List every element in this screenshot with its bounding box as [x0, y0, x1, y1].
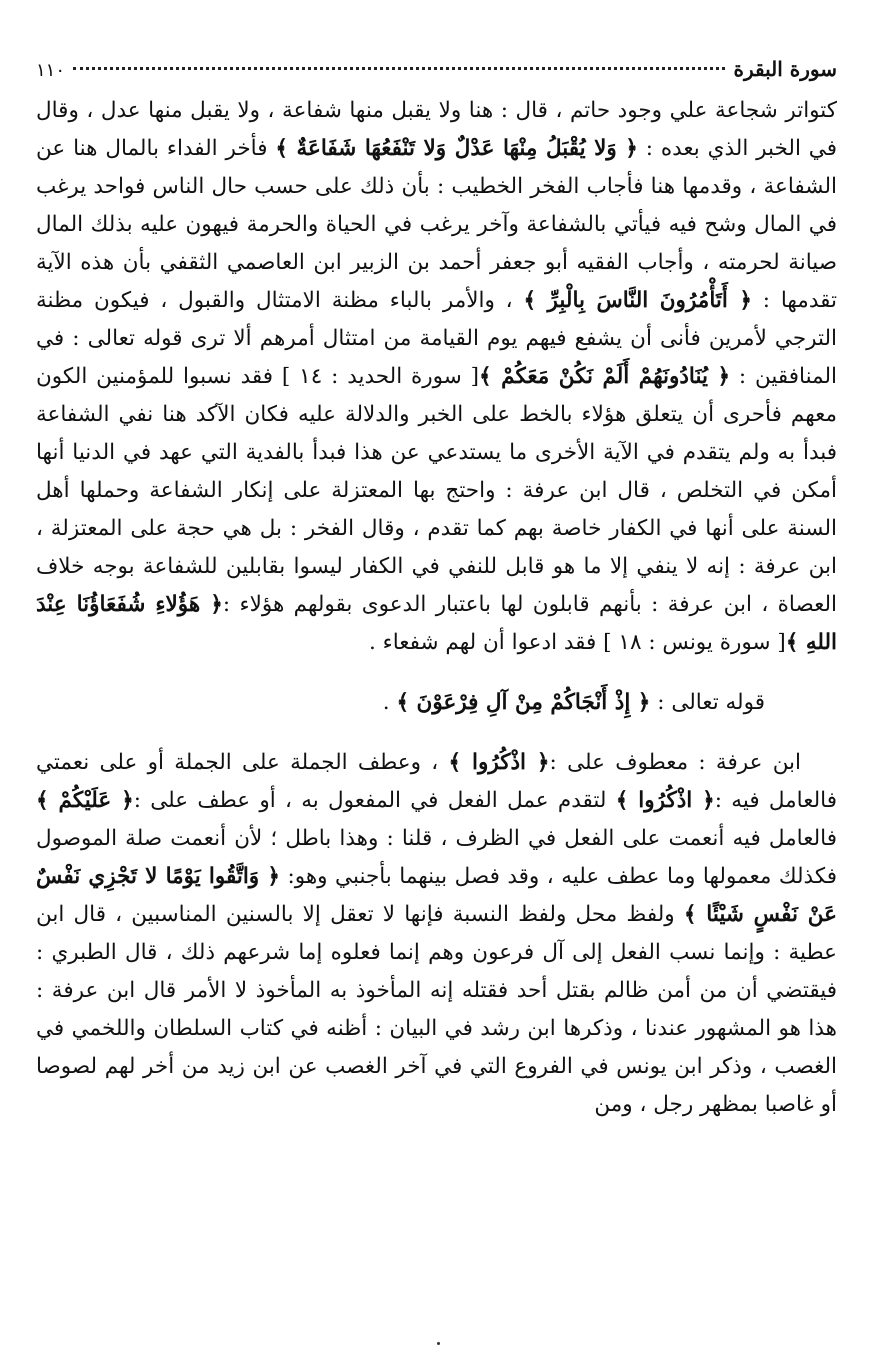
text-run: لتقدم عمل الفعل في المفعول به ، أو عطف على : — [133, 788, 616, 813]
running-header — [36, 52, 837, 86]
quran-verse: ﴿ وَلا يُقْبَلُ مِنْهَا عَدْلٌ وَلا تَنْفَعُهَا شَفَاعَةٌ ﴾ — [275, 136, 638, 161]
verse-heading — [36, 684, 837, 722]
text-run: . — [382, 690, 397, 715]
text-run: [ سورة يونس : ١٨ ] فقد ادعوا أن لهم شفعاء . — [368, 630, 786, 655]
quran-verse: ﴿ إِذْ أَنْجَاكُمْ مِنْ آلِ فِرْعَوْنَ ﴾ — [396, 690, 651, 715]
page-number: ١١٠ — [36, 60, 66, 81]
text-run: ، وعطف الجملة على الجملة أو على نعمتي فالعامل فيه : — [36, 750, 837, 813]
body-text — [36, 92, 837, 1124]
book-page — [36, 52, 837, 1351]
quran-verse: ﴿ هَؤُلاءِ شُفَعَاؤُنَا عِنْدَ اللهِ ﴾ — [36, 592, 837, 655]
quran-verse: ﴿ اذْكُرُوا ﴾ — [448, 750, 550, 775]
quran-verse: ﴿ اذْكُرُوا ﴾ — [615, 788, 715, 813]
quran-verse: ﴿ أَتَأْمُرُونَ النَّاسَ بِالْبِرِّ ﴾ — [523, 288, 752, 313]
quran-verse: ﴿ عَلَيْكُمْ ﴾ — [36, 788, 134, 813]
text-run: كتواتر شجاعة علي وجود حاتم ، قال : هنا ولا يقبل منها شفاعة ، ولا يقبل منها عدل ، وقال في الخبر الذي بعده : — [36, 98, 837, 161]
page-dot-mark — [437, 1342, 440, 1345]
header-dotted-leader — [73, 67, 725, 70]
quran-verse: ﴿ يُنَادُونَهُمْ أَلَمْ نَكُنْ مَعَكُمْ ﴾ — [479, 364, 731, 389]
text-run: فأخر الفداء بالمال هنا عن الشفاعة ، وقدمها هنا فأجاب الفخر الخطيب : بأن ذلك على حسب حال الناس فواحد يرغب في المال وشح فيه فيأتي بالشفاعة وآخر يرغب في الحياة والحرمة فيهون عليه بذلك المال صيانة لحرمته ، وأجاب الفقيه أبو جعفر أحمد بن الزبير ابن العاصمي الثقفي بأن هذه الآية تقدمها : — [36, 136, 837, 313]
quran-verse: ﴿ وَاتَّقُوا يَوْمًا لا تَجْزِي نَفْسٌ عَنْ نَفْسٍ شَيْئًا ﴾ — [36, 864, 837, 927]
text-run: فالعامل فيه أنعمت على الفعل في الظرف ، قلنا : وهذا باطل ؛ لأن أنعمت صلة الموصول فكذلك معمولها وما عطف عليه ، وقد فصل بينهما بأجنبي وهو: — [36, 826, 837, 889]
paragraph-2 — [36, 744, 837, 1124]
text-run: [ سورة الحديد : ١٤ ] فقد نسبوا للمؤمنين الكون معهم فأحرى أن يتعلق هؤلاء بالخط على الخبر والدلالة عليه فكان الآكد هنا نفي الشفاعة فبدأ به ولم يتقدم في الآية الأخرى ما يستدعي عن هذا فبدأ بالفدية التي عهد في الدنيا أنها أمكن في التخلص ، قال ابن عرفة : واحتج بها المعتزلة على إنكار الشفاعة وحملها أهل السنة على أنها في الكفار خاصة بهم كما تقدم ، وقال الفخر : بل هي حجة على المعتزلة ، ابن عرفة : إنه لا ينفي إلا ما هو قابل للنفي في الكفار ليسوا بقابلين للشفاعة بوجه خلاف العصاة ، ابن عرفة : بأنهم قابلون لها باعتبار الدعوى بقولهم هؤلاء : — [36, 364, 837, 617]
paragraph-1 — [36, 92, 837, 662]
heading-label: قوله تعالى : — [650, 690, 765, 715]
text-run: ولفظ محل ولفظ النسبة فإنها لا تعقل إلا بالسنين المناسبين ، قال ابن عطية : وإنما نسب الفعل إلى آل فرعون وهم إنما فعلوه إما شرعهم ذلك ، قال الطبري : فيقتضي أن من أمن ظالم بقتل أحد فقتله إنه المأخوذ به المأخوذ لا الأمر قال ابن عرفة : هذا هو المشهور عندنا ، وذكرها ابن رشد في البيان : أظنه في كتاب السلطان واللخمي في الغصب ، وذكر ابن يونس في الفروع التي في آخر الغصب عن ابن زيد من أخر لهم لصوصا أو غاصبا بمظهر رجل ، ومن — [36, 902, 837, 1117]
surah-title: سورة البقرة — [733, 57, 837, 81]
text-run: ابن عرفة : معطوف على : — [549, 750, 802, 775]
text-run: ، والأمر بالباء مظنة الامتثال والقبول ، فيكون مظنة الترجي لأمرين فأنى أن يشفع فيهم يوم القيامة من امتثال أمرهم ألا ترى قوله تعالى : في المنافقين : — [36, 288, 838, 389]
